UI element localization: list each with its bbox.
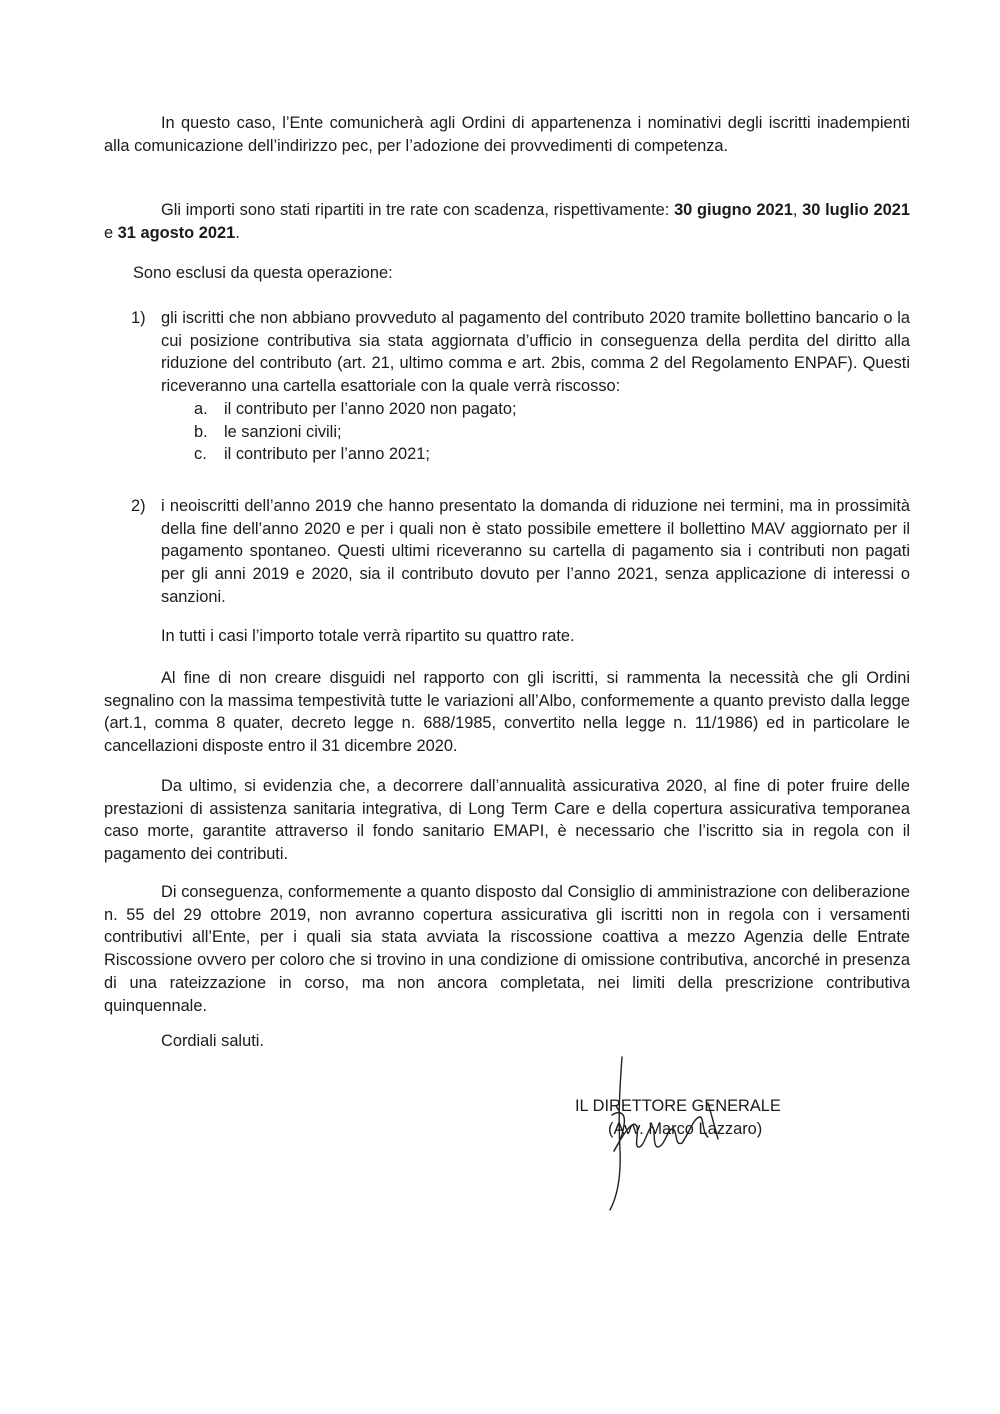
list-number: 2) [131,497,146,515]
separator: e [104,223,118,242]
sublist-item-b [194,421,910,444]
handwritten-signature [590,1055,730,1215]
due-date-3: 31 agosto 2021 [117,223,236,242]
paragraph-pec-notice: In questo caso, l’Ente comunicherà agli Ordini di appartenenza i nominativi degli iscritti inadempienti alla comunicazione dell’indirizzo pec, per l’adozione dei provvedimenti di competenza. [104,114,910,155]
paragraph-exclusions-intro: Sono esclusi da questa operazione: [133,264,393,282]
paragraph-installments [104,199,910,244]
sublist [161,398,910,466]
list-item-2 [104,495,910,609]
due-date-2: 30 luglio 2021 [802,201,911,219]
signatory-role: IL DIRETTORE GENERALE [575,1097,781,1115]
list-item-text: i neoiscritti dell’anno 2019 che hanno presentato la domanda di riduzione nei termini, ma in prossimità della fine dell’anno 2020 e per i quali non è stato possibile emettere il bollettino MAV aggiornato per il pagamento spontaneo. Questi ultimi riceveranno su cartella di pagamento sia i contributi non pagati per gli anni 2019 e 2020, sia il contributo dovuto per l’anno 2021, senza applicazione di interessi o sanzioni. [161,497,910,606]
separator: . [235,223,240,242]
closing-greeting: Cordiali saluti. [161,1032,264,1050]
sublist-text: le sanzioni civili; [224,422,342,441]
paragraph-four-installments: In tutti i casi l’importo totale verrà ripartito su quattro rate. [161,627,575,645]
signatory-name: (Avv. Marco Lazzaro) [608,1120,763,1138]
list-item-text: gli iscritti che non abbiano provveduto al pagamento del contributo 2020 tramite bollettino bancario o la cui posizione contributiva sia stata aggiornata d’ufficio in conseguenza della perdita del diritto alla riduzione del contributo (art. 21, ultimo comma e art. 2bis, comma 2 del Regolamento ENPAF). Questi riceveranno una cartella esattoriale con la quale verrà riscosso: [161,309,910,396]
sublist-letter: b. [194,422,208,441]
sublist-text: il contributo per l’anno 2021; [224,445,430,464]
sublist-item-c [194,443,910,466]
sublist-text: il contributo per l’anno 2020 non pagato; [224,399,517,418]
list-item-1 [104,307,910,466]
installments-text: Gli importi sono stati ripartiti in tre rate con scadenza, rispettivamente: [161,201,675,219]
due-date-1: 30 giugno 2021 [674,201,793,219]
separator: , [792,201,803,219]
sublist-letter: a. [194,399,208,418]
paragraph-emapi: Da ultimo, si evidenzia che, a decorrere dall’annualità assicurativa 2020, al fine di poter fruire delle prestazioni di assistenza sanitaria integrativa, di Long Term Care e della copertura assicurativa temporanea caso morte, garantite attraverso il fondo sanitario EMAPI, è necessario che l’iscritto sia in regola con il pagamento dei contributi. [104,777,910,864]
sublist-item-a [194,398,910,421]
paragraph-albo-variations: Al fine di non creare disguidi nel rapporto con gli iscritti, si rammenta la necessità che gli Ordini segnalino con la massima tempestività tutte le variazioni all’Albo, conformemente a quanto previsto dalla legge (art.1, comma 8 quater, decreto legge n. 688/1985, convertito nella legge n. 11/1986) ed in particolare le cancellazioni disposte entro il 31 dicembre 2020. [104,669,910,756]
list-number: 1) [131,309,146,327]
paragraph-consequence: Di conseguenza, conformemente a quanto disposto dal Consiglio di amministrazione con deliberazione n. 55 del 29 ottobre 2019, non avranno copertura assicurativa gli iscritti non in regola con i versamenti contributivi all’Ente, per i quali sia stata avviata la riscossione coattiva a mezzo Agenzia delle Entrate Riscossione ovvero per coloro che si trovino in una condizione di omissione contributiva, ancorché in presenza di una rateizzazione in corso, ma non ancora completata, nei limiti della prescrizione contributiva quinquennale. [104,883,910,1015]
sublist-letter: c. [194,445,207,464]
